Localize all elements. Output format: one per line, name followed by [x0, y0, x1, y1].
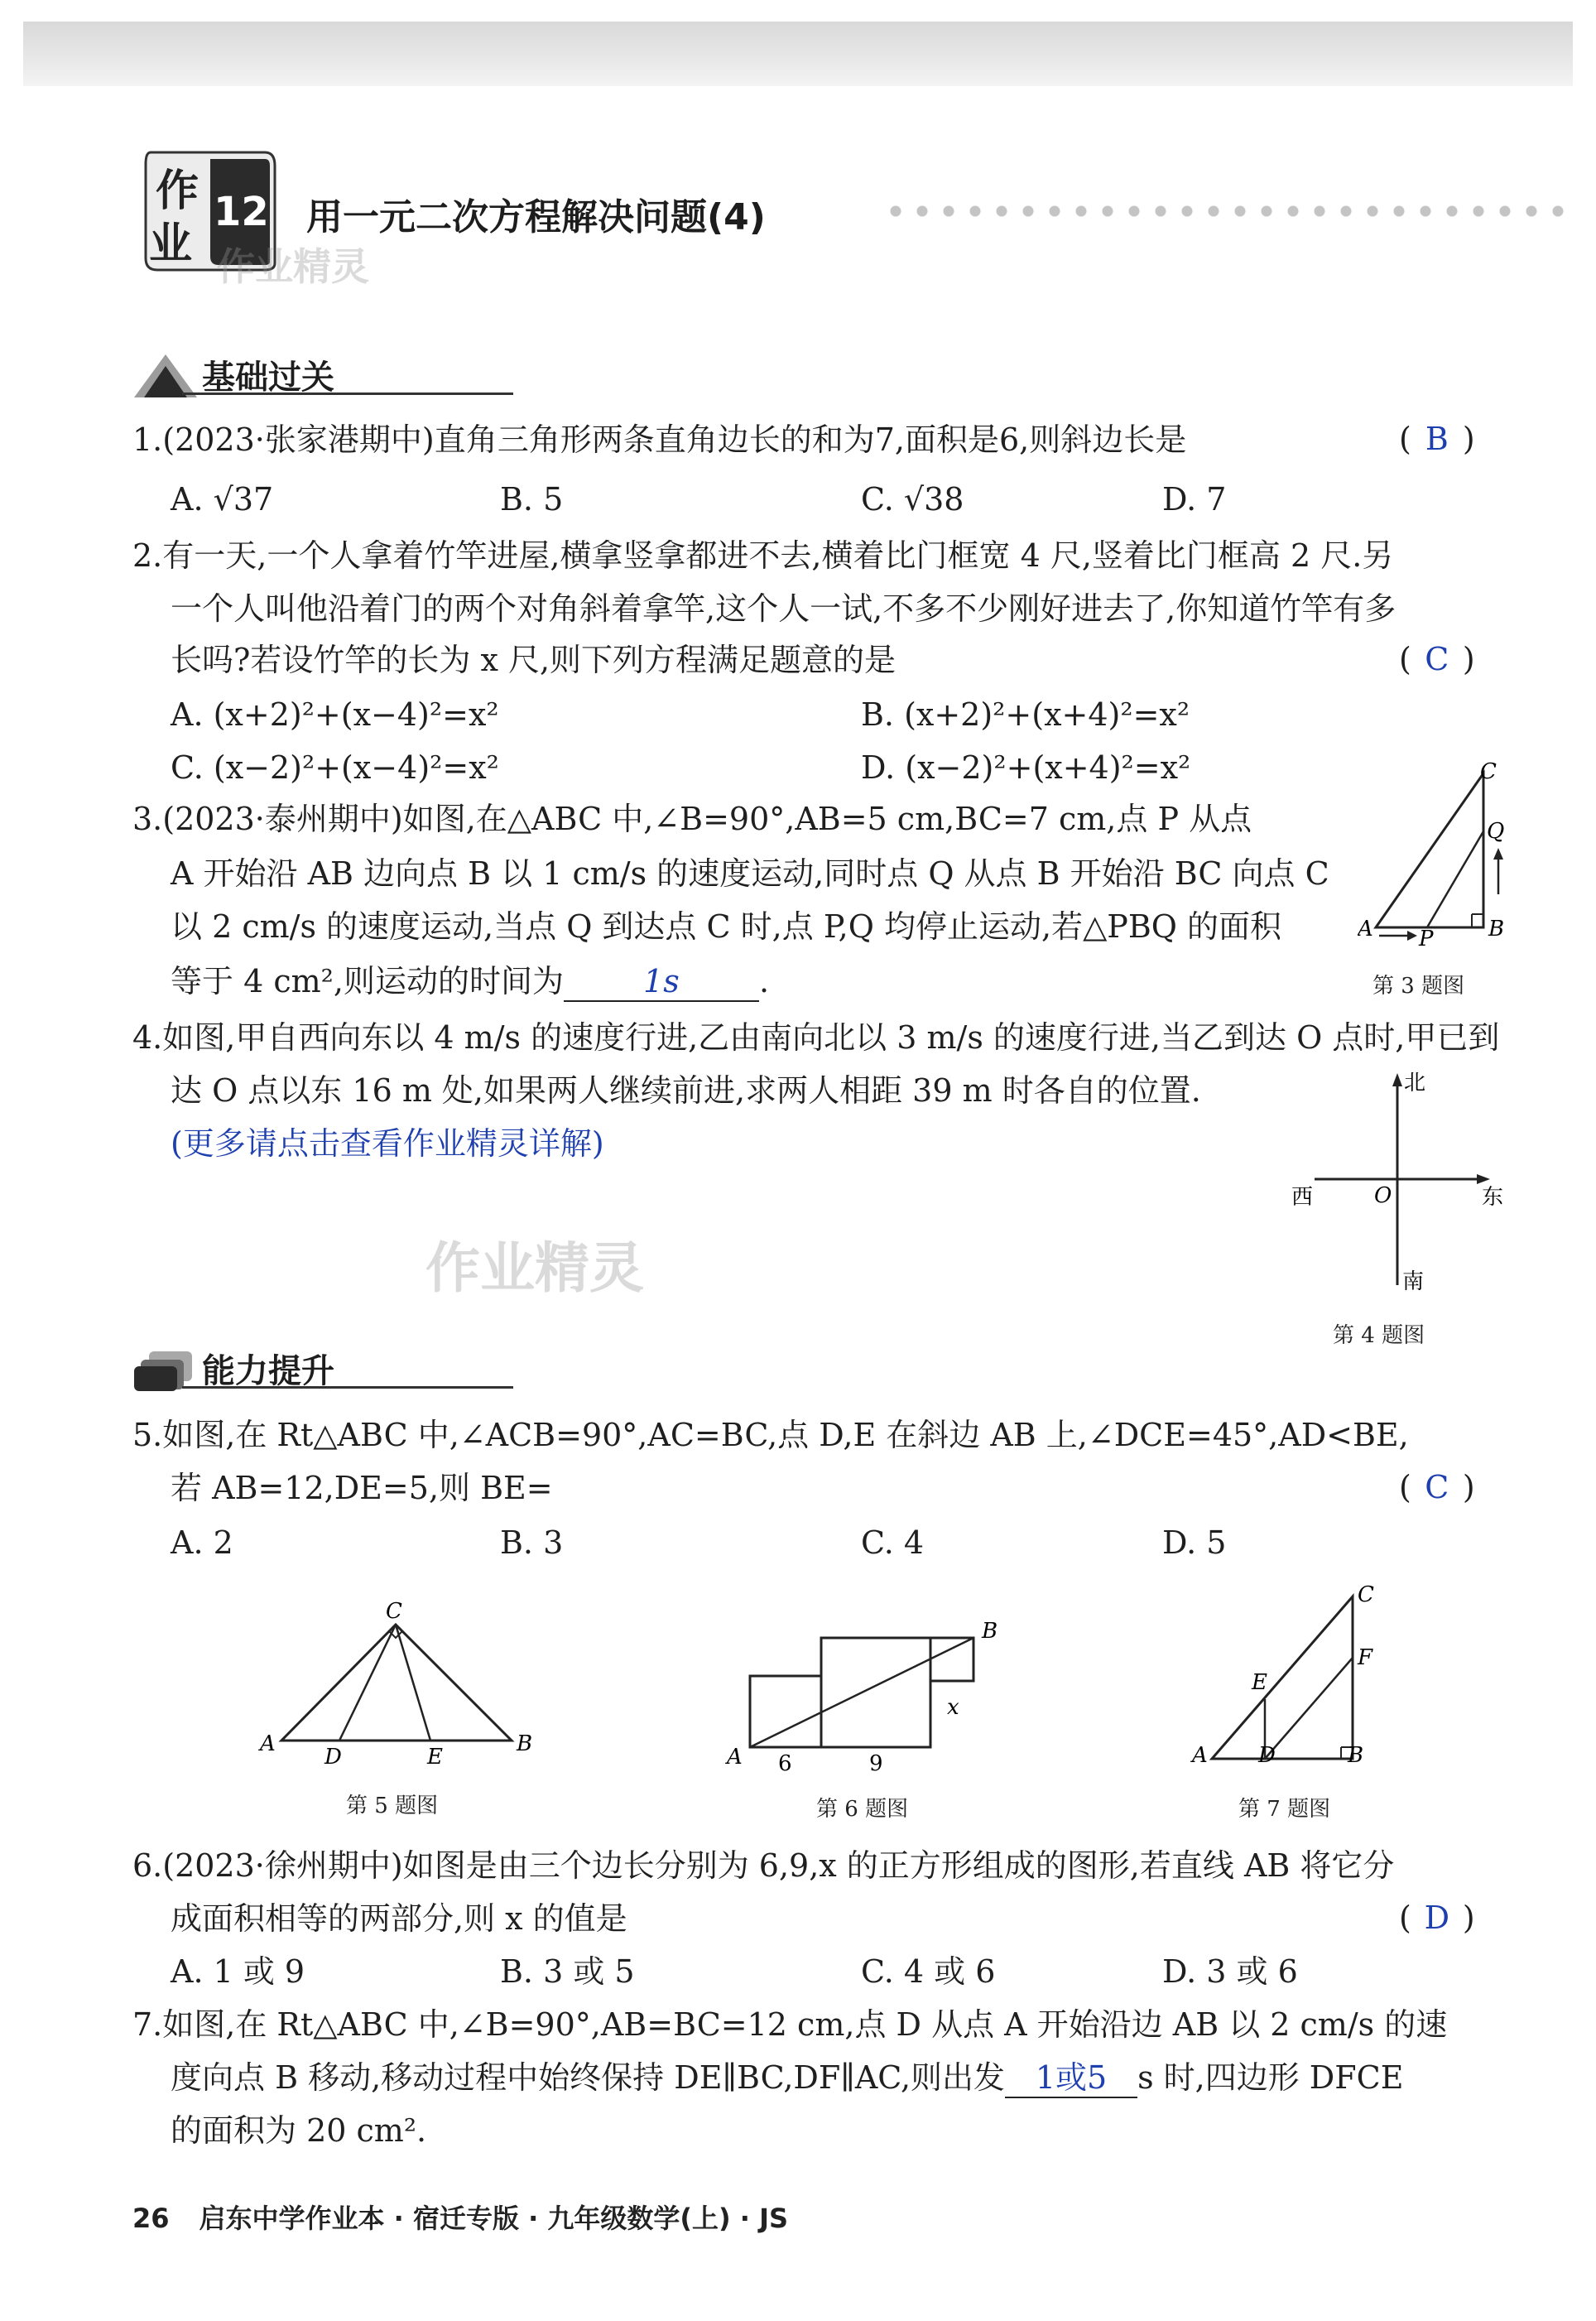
q2-option-c: C. (x−2)²+(x−4)²=x²	[171, 749, 499, 786]
q5-label-c: C	[386, 1599, 402, 1624]
q2-option-d: D. (x−2)²+(x+4)²=x²	[861, 749, 1191, 786]
q5-answer-paren: ( C )	[1399, 1469, 1475, 1505]
q7-label-c: C	[1358, 1582, 1374, 1607]
q5-line-1: 5.如图,在 Rt△ABC 中,∠ACB=90°,AC=BC,点 D,E 在斜边 AB 上,∠DCE=45°,AD<BE,	[132, 1417, 1409, 1453]
q3-line-3: 以 2 cm/s 的速度运动,当点 Q 到达点 C 时,点 P,Q 均停止运动,若△PBQ 的面积	[171, 908, 1282, 945]
q2-line-1: 2.有一天,一个人拿着竹竿进屋,横拿竖拿都进不去,横着比门框宽 4 尺,竖着比门框高 2 尺.另	[132, 537, 1394, 574]
q4-label-east: 东	[1482, 1185, 1504, 1210]
q4-detail-link[interactable]: (更多请点击查看作业精灵详解)	[171, 1125, 604, 1162]
q6-caption: 第 6 题图	[816, 1797, 909, 1822]
q1-option-a: A. √37	[171, 481, 274, 518]
q3-line-4-end: .	[758, 963, 770, 999]
q4-label-o: O	[1374, 1183, 1392, 1208]
q7-line-3: 的面积为 20 cm².	[171, 2112, 427, 2149]
tab-number: 12	[214, 189, 269, 235]
q2-line-2: 一个人叫他沿着门的两个对角斜着拿竿,这个人一试,不多不少刚好进去了,你知道竹竿有多	[171, 590, 1396, 627]
q6-line-1: 6.(2023·徐州期中)如图是由三个边长分别为 6,9,x 的正方形组成的图形,若直线 AB 将它分	[132, 1847, 1395, 1884]
q5-answer: C	[1425, 1469, 1449, 1505]
tab-char-2: 业	[149, 219, 193, 269]
section-basic-label: 基础过关	[202, 359, 334, 397]
q5-label-e: E	[427, 1745, 443, 1764]
q3-caption: 第 3 题图	[1372, 974, 1465, 999]
tab-char-1: 作	[156, 166, 200, 216]
q5-line-2: 若 AB=12,DE=5,则 BE=	[171, 1470, 553, 1506]
q5-caption: 第 5 题图	[346, 1794, 439, 1818]
q4-caption: 第 4 题图	[1333, 1323, 1425, 1348]
watermark-middle: 作业精灵	[425, 1236, 644, 1300]
q6-option-b: B. 3 或 5	[500, 1953, 635, 1990]
page-number: 26	[132, 2203, 170, 2234]
q7-line-2-text: 度向点 B 移动,移动过程中始终保持 DE∥BC,DF∥AC,则出发	[171, 2059, 1006, 2096]
title-dots	[882, 205, 1570, 217]
q7-line-1: 7.如图,在 Rt△ABC 中,∠B=90°,AB=BC=12 cm,点 D 从点 A 开始沿边 AB 以 2 cm/s 的速	[132, 2006, 1448, 2043]
watermark-top: 作业精灵	[217, 244, 369, 289]
q6-label-9: 9	[869, 1751, 883, 1776]
q6-label-b: B	[982, 1619, 998, 1644]
q7-label-e: E	[1252, 1670, 1267, 1695]
q7-label-b: B	[1348, 1743, 1364, 1768]
page-title: 用一元二次方程解决问题(4)	[306, 196, 766, 238]
q6-label-6: 6	[778, 1751, 792, 1776]
q5-figure	[257, 1598, 571, 1764]
q1-stem: 1.(2023·张家港期中)直角三角形两条直角边长的和为7,面积是6,则斜边长是	[132, 421, 1187, 458]
scan-shadow	[23, 22, 1573, 86]
q6-option-d: D. 3 或 6	[1162, 1953, 1298, 1990]
q7-answer-blank	[1005, 2059, 1137, 2098]
q7-label-a: A	[1192, 1743, 1208, 1768]
q4-label-south: 南	[1402, 1269, 1425, 1294]
q1-option-d: D. 7	[1162, 481, 1227, 518]
q5-label-b: B	[517, 1731, 533, 1756]
q4-label-north: 北	[1404, 1071, 1426, 1095]
q6-option-c: C. 4 或 6	[861, 1953, 996, 1990]
q3-answer-blank	[564, 962, 759, 1002]
q3-answer: 1s	[643, 963, 680, 999]
q3-label-c: C	[1480, 762, 1497, 784]
q2-option-a: A. (x+2)²+(x−4)²=x²	[171, 696, 499, 733]
q1-answer: B	[1425, 421, 1449, 457]
q3-line-2: A 开始沿 AB 边向点 B 以 1 cm/s 的速度运动,同时点 Q 从点 B 开始沿 BC 向点 C	[171, 855, 1329, 892]
q6-label-x: x	[947, 1695, 959, 1720]
q4-label-west: 西	[1291, 1185, 1314, 1210]
q5-option-b: B. 3	[500, 1524, 564, 1561]
q5-option-d: D. 5	[1162, 1524, 1227, 1561]
q3-line-4-text: 等于 4 cm²,则运动的时间为	[171, 963, 564, 999]
q2-option-b: B. (x+2)²+(x+4)²=x²	[861, 696, 1190, 733]
page-footer	[132, 2198, 788, 2236]
q5-option-a: A. 2	[171, 1524, 233, 1561]
q1-answer-paren: ( B )	[1399, 421, 1475, 457]
q5-label-d: D	[324, 1745, 342, 1764]
book-title: 启东中学作业本 · 宿迁专版 · 九年级数学(上) · JS	[199, 2203, 789, 2234]
q6-option-a: A. 1 或 9	[171, 1953, 305, 1990]
q1-option-c: C. √38	[861, 481, 964, 518]
q6-figure	[719, 1611, 1017, 1777]
q3-figure	[1358, 762, 1515, 952]
q3-label-q: Q	[1487, 819, 1505, 844]
q7-label-d: D	[1258, 1743, 1276, 1768]
q4-line-1: 4.如图,甲自西向东以 4 m/s 的速度行进,乙由南向北以 3 m/s 的速度行进,当乙到达 O 点时,甲已到	[132, 1019, 1500, 1056]
q3-line-1: 3.(2023·泰州期中)如图,在△ABC 中,∠B=90°,AB=5 cm,BC=7 cm,点 P 从点	[132, 801, 1252, 837]
q3-line-4	[171, 962, 769, 1002]
q3-label-a: A	[1358, 917, 1373, 941]
q6-line-2: 成面积相等的两部分,则 x 的值是	[171, 1900, 627, 1937]
q2-answer: C	[1425, 641, 1449, 677]
q6-label-a: A	[727, 1745, 743, 1770]
q6-answer-paren: ( D )	[1399, 1900, 1475, 1936]
q4-line-2: 达 O 点以东 16 m 处,如果两人继续前进,求两人相距 39 m 时各自的位置.	[171, 1072, 1201, 1109]
q7-line-2-end: s 时,四边形 DFCE	[1137, 2059, 1404, 2096]
q6-answer: D	[1424, 1900, 1450, 1936]
q7-answer: 1或5	[1035, 2059, 1108, 2096]
q1-option-b: B. 5	[500, 481, 564, 518]
q5-option-c: C. 4	[861, 1524, 925, 1561]
q7-line-2	[171, 2059, 1403, 2098]
q7-caption: 第 7 题图	[1238, 1797, 1331, 1822]
q7-figure	[1189, 1582, 1404, 1789]
q2-answer-paren: ( C )	[1399, 641, 1475, 677]
q4-figure	[1281, 1068, 1513, 1300]
q2-line-3: 长吗?若设竹竿的长为 x 尺,则下列方程满足题意的是	[171, 642, 897, 678]
q3-label-p: P	[1419, 927, 1434, 951]
q3-label-b: B	[1488, 917, 1505, 941]
section-advanced-label: 能力提升	[202, 1352, 334, 1390]
q7-label-f: F	[1358, 1645, 1373, 1670]
q5-label-a: A	[260, 1731, 276, 1756]
